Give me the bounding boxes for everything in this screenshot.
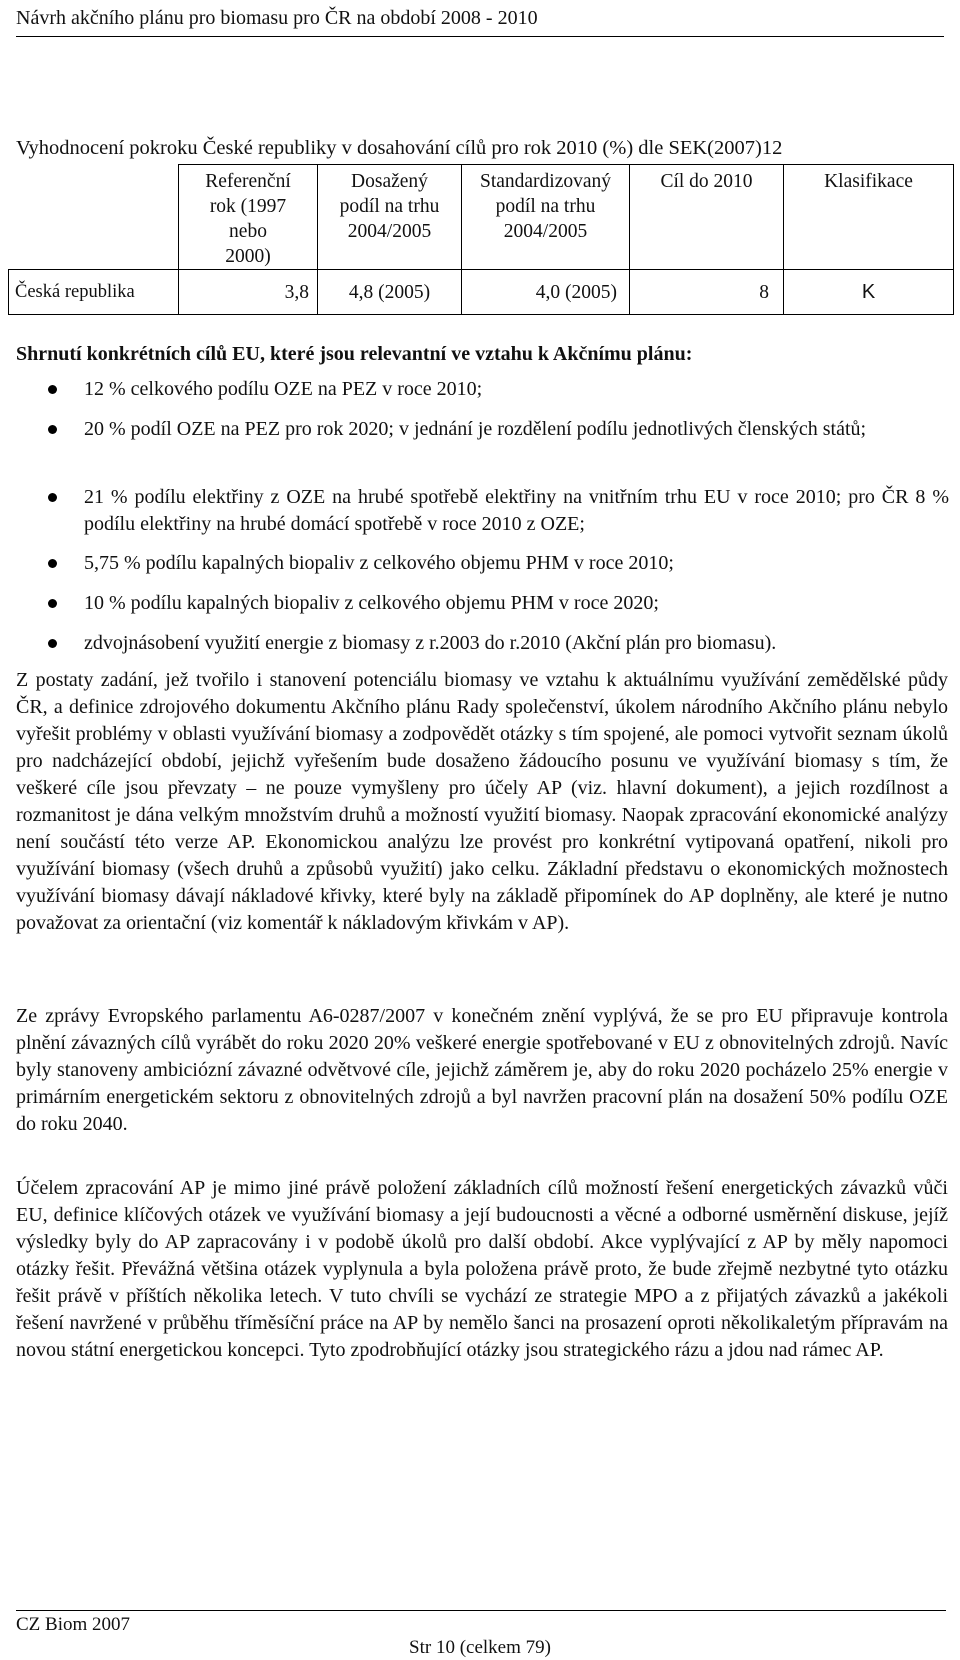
cell-achieved-share: 4,8 (2005): [318, 270, 462, 315]
bullet-icon: [48, 385, 57, 394]
summary-heading: Shrnutí konkrétních cílů EU, které jsou relevantní ve vztahu k Akčnímu plánu:: [16, 343, 693, 365]
column-header-reference-year: Referenční rok (1997 nebo 2000): [179, 165, 318, 270]
cell-country: Česká republika: [9, 270, 179, 315]
bullet-icon: [48, 599, 57, 608]
bullet-icon: [48, 559, 57, 568]
paragraph-potential: Z postaty zadání, jež tvořilo i stanovení potenciálu biomasy ve vztahu k aktuálnímu využívání zemědělské půdy ČR, a definice zdrojového dokumentu Akčního plánu Rady společenství, úkolem národního Akčního plánu nebylo vyřešit problémy v oblasti využívání biomasy a zodpovědět otázky s tím spojené, ale pomoci vytvořit seznam úkolů pro nadcházející období, jejichž vyřešením bude dosaženo žádoucího posunu ve využívání biomasy s tím, že veškeré cíle jsou převzaty – ne pouze vymyšleny pro účely AP (viz. hlavní dokument), a jejich rozdílnost a rozmanitost je dána velkým množstvím druhů a možností využití biomasy. Naopak zpracování ekonomické analýzy není součástí této verze AP. Ekonomickou analýzu lze provést pro konkrétní vytipovaná opatření, nikoli pro využívání biomasy (všech druhů a způsobů využití) jako celku. Základní představu o ekonomických možnostech využívání biomasy dávají nákladové křivky, které byly na základě připomínek do AP doplněny, ale které je nutno považovat za orientační (viz komentář k nákladovým křivkám v AP).: [16, 669, 948, 934]
table-row: [9, 270, 954, 315]
cell-reference-value: 3,8: [179, 270, 318, 315]
evaluation-table: [8, 164, 954, 315]
cell-standardized-share: 4,0 (2005): [462, 270, 630, 315]
running-header: Návrh akčního plánu pro biomasu pro ČR na období 2008 - 2010: [16, 6, 944, 37]
list-item-text: 12 % celkového podílu OZE na PEZ v roce 2010;: [84, 378, 483, 400]
column-header-empty: [9, 165, 179, 270]
cell-goal-2010: 8: [630, 270, 784, 315]
column-header-achieved-share: Dosažený podíl na trhu 2004/2005: [318, 165, 462, 270]
table-caption: Vyhodnocení pokroku České republiky v dosahování cílů pro rok 2010 (%) dle SEK(2007)12: [16, 137, 783, 159]
cell-classification: K: [784, 270, 954, 315]
bullet-icon: [48, 425, 57, 434]
paragraph-ap-purpose: Účelem zpracování AP je mimo jiné právě položení základních cílů možností řešení energetických závazků vůči EU, definice klíčových otázek ve využívání biomasy a její budoucnosti a věcné a odborné usměrnění diskuse, jejíž výsledky byly do AP zapracovány i v podobě úkolů pro další období. Akce vyplývající z AP by měly napomoci otázky řešit. Převážná většina otázek vyplynula a byla položena právě proto, že bude zřejmě nezbytné tyto otázku řešit právě v příštích několika letech. V tuto chvíli se vychází ze strategie MPO a z přijatých závazků a jakékoli řešení navržené v průběhu tříměsíční práce na AP by nemělo šanci na prosazení oproti několikaletým přípravám na novou státní energetickou koncepci. Tyto zpodrobňující otázky jsou strategického rázu a jdou nad rámec AP.: [16, 1177, 948, 1361]
column-header-classification: Klasifikace: [784, 165, 954, 270]
footer-page-number: Str 10 (celkem 79): [409, 1637, 551, 1658]
column-header-standardized-share: Standardizovaný podíl na trhu 2004/2005: [462, 165, 630, 270]
table-header-row: [9, 165, 954, 270]
list-item-text: 5,75 % podílu kapalných biopaliv z celkového objemu PHM v roce 2010;: [84, 552, 674, 574]
list-item-text: 10 % podílu kapalných biopaliv z celkového objemu PHM v roce 2020;: [84, 592, 659, 614]
bullet-icon: [48, 639, 57, 648]
list-item-text: 21 % podílu elektřiny z OZE na hrubé spotřebě elektřiny na vnitřním trhu EU v roce 2010; pro ČR 8 % podílu elektřiny na hrubé domácí spotřebě v roce 2010 z OZE;: [84, 486, 949, 535]
list-item-text: 20 % podíl OZE na PEZ pro rok 2020; v jednání je rozdělení podílu jednotlivých členských států;: [84, 418, 867, 440]
paragraph-ep-report: Ze zprávy Evropského parlamentu A6-0287/2007 v konečném znění vyplývá, že se pro EU připravuje kontrola plnění závazných cílů vyrábět do roku 2020 20% veškeré energie spotřebované v EU z obnovitelných zdrojů. Navíc byly stanoveny ambiciózní závazné odvětvové cíle, jejichž záměrem je, aby do roku 2020 pocházelo 25% energie v primárním energetickém sektoru z obnovitelných zdrojů a byl navržen pracovní plán na dosažení 50% podílu OZE do roku 2040.: [16, 1005, 948, 1135]
bullet-icon: [48, 493, 57, 502]
column-header-goal-2010: Cíl do 2010: [630, 165, 784, 270]
list-item-text: zdvojnásobení využití energie z biomasy z r.2003 do r.2010 (Akční plán pro biomasu).: [84, 632, 777, 654]
footer-organization: CZ Biom 2007: [16, 1610, 946, 1637]
